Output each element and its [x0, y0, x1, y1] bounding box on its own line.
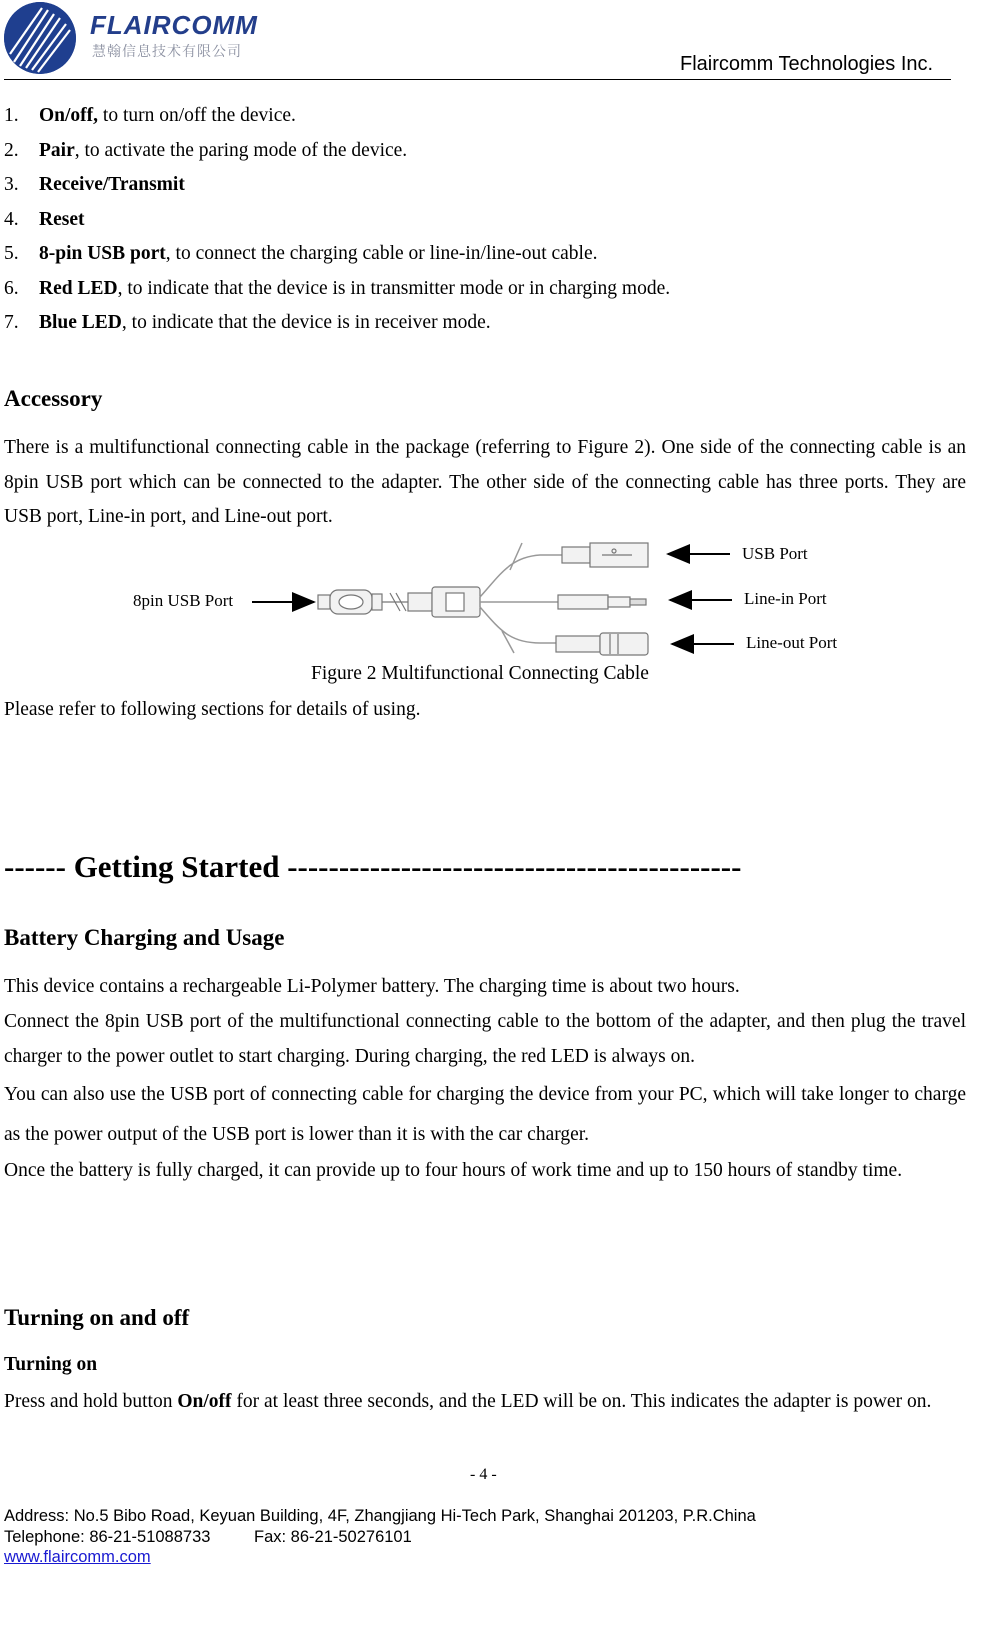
turning-on-paragraph: Press and hold button On/off for at least three seconds, and the LED will be on. This indicates the adapter is power on. [4, 1391, 932, 1412]
logo-wordmark: FLAIRCOMM [90, 10, 258, 40]
footer-fax: Fax: 86-21-50276101 [254, 1528, 412, 1546]
header-divider [4, 79, 951, 80]
label-usb-port: USB Port [742, 544, 808, 563]
website-link[interactable]: www.flaircomm.com [4, 1548, 151, 1566]
figure-caption: Figure 2 Multifunctional Connecting Cable [311, 663, 649, 684]
accessory-paragraph: There is a multifunctional connecting cable in the package (referring to Figure 2). One side of the connecting cable is an 8pin USB port which can be connected to the adapter. The other side of the connecting cable has three ports. They are USB port, Line-in port, and Line-out port. [4, 437, 966, 527]
label-8pin-usb-port: 8pin USB Port [133, 591, 234, 610]
list-item: 3. Receive/Transmit [4, 174, 185, 195]
battery-paragraph-1: This device contains a rechargeable Li-Polymer battery. The charging time is about two hours. [4, 976, 740, 997]
footer-website [4, 1548, 151, 1567]
list-item: 4. Reset [4, 208, 85, 230]
battery-heading: Battery Charging and Usage [4, 925, 285, 950]
getting-started-heading: ------ Getting Started -------------------------------------------- [4, 849, 742, 884]
footer-address: Address: No.5 Bibo Road, Keyuan Building, 4F, Zhangjiang Hi-Tech Park, Shanghai 201203, P.R.China [4, 1507, 756, 1525]
logo-chinese-name: 慧翰信息技术有限公司 [92, 44, 242, 60]
list-item: 6. Red LED, to indicate that the device is in transmitter mode or in charging mode. [4, 277, 671, 299]
company-logo [4, 2, 76, 74]
logo-stripes-icon [4, 2, 76, 74]
footer-telephone: Telephone: 86-21-51088733 [4, 1528, 211, 1546]
company-name: Flaircomm Technologies Inc. [680, 53, 934, 75]
accessory-heading: Accessory [4, 386, 103, 411]
8pin-connector-icon [318, 587, 480, 617]
feature-list [4, 99, 964, 341]
battery-paragraph-3: You can also use the USB port of connecting cable for charging the device from your PC, which will take longer to charge as the power output of the USB port is lower than it is with the car charger. [4, 1084, 966, 1145]
label-line-out-port: Line-out Port [746, 633, 838, 652]
connecting-cable-figure [240, 535, 740, 660]
cable-branches-icon [480, 543, 562, 653]
refer-text: Please refer to following sections for details of using. [4, 699, 421, 720]
battery-paragraph-2: Connect the 8pin USB port of the multifunctional connecting cable to the bottom of the adapter, and then plug the travel charger to the power outlet to start charging. During charging, the red LED is always on. [4, 1011, 966, 1067]
battery-paragraph-4: Once the battery is fully charged, it can provide up to four hours of work time and up to 150 hours of standby time. [4, 1160, 903, 1181]
line-out-connector-icon [556, 633, 648, 655]
list-item: 2. Pair, to activate the paring mode of the device. [4, 139, 408, 161]
label-line-in-port: Line-in Port [744, 589, 827, 608]
page-number: - 4 - [470, 1466, 497, 1483]
turning-heading: Turning on and off [4, 1305, 190, 1330]
list-item: 5. 8-pin USB port, to connect the charging cable or line-in/line-out cable. [4, 243, 598, 264]
line-in-connector-icon [558, 595, 646, 609]
turning-on-subheading: Turning on [4, 1354, 98, 1375]
list-item: 1. On/off, to turn on/off the device. [4, 105, 296, 126]
usb-connector-icon [562, 543, 648, 567]
list-item: 7. Blue LED, to indicate that the device is in receiver mode. [4, 312, 491, 333]
